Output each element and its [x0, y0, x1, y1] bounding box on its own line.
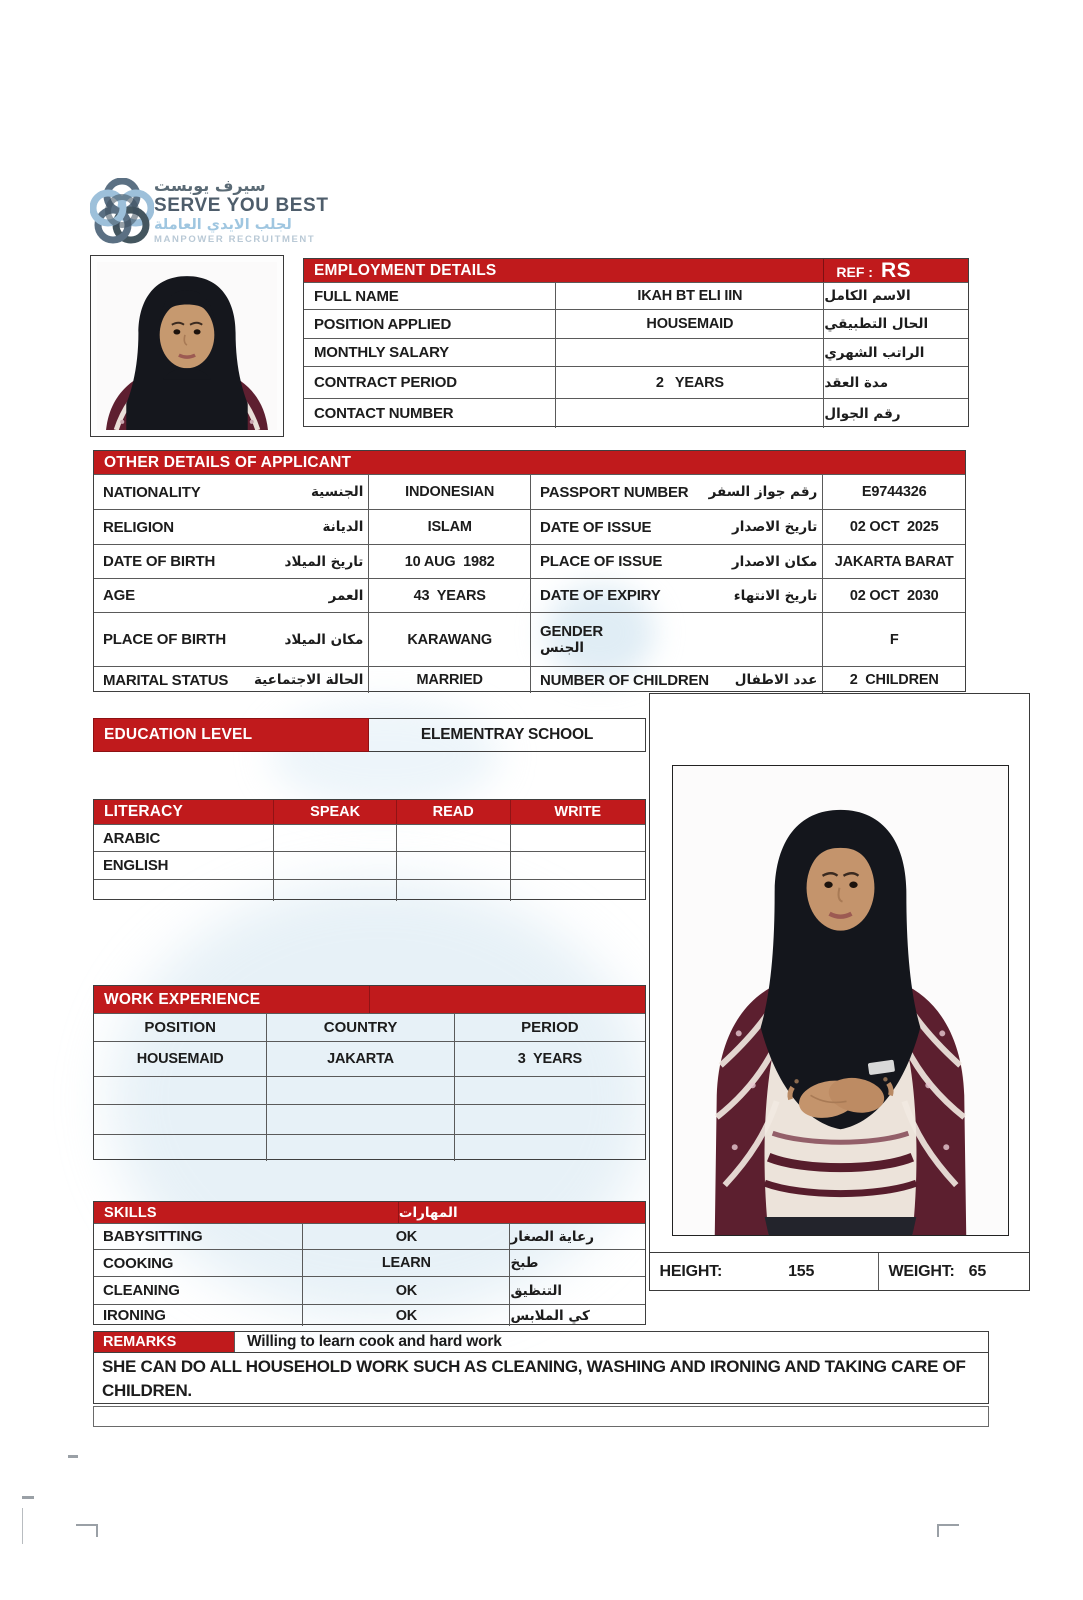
literacy-header: WRITE	[510, 800, 646, 824]
measurements-row	[649, 1252, 1030, 1291]
skills-title-arabic: المهارات	[398, 1202, 645, 1223]
skill-arabic: رعاية الصغار	[509, 1224, 645, 1249]
employment-row-label: FULL NAME	[314, 287, 399, 305]
skill-value: OK	[302, 1224, 509, 1249]
applicant-photo-small	[90, 255, 284, 437]
detail-label: DATE OF EXPIRY	[540, 587, 661, 604]
height-value: 155	[788, 1262, 815, 1280]
remarks-header-row	[93, 1331, 989, 1353]
remarks-headline: Willing to learn cook and hard work	[234, 1332, 988, 1352]
literacy-language: ARABIC	[103, 829, 161, 847]
detail-arabic: تاريخ الاصدار	[732, 519, 818, 535]
literacy-header: LITERACY	[104, 803, 184, 820]
detail-label: MARITAL STATUS	[103, 671, 229, 689]
literacy-read	[396, 825, 510, 851]
detail-value: 02 OCT 2025	[822, 510, 965, 544]
employment-row-label: CONTRACT PERIOD	[314, 374, 457, 391]
detail-value: JAKARTA BARAT	[822, 545, 965, 578]
skill-arabic: كي الملابس	[509, 1305, 645, 1326]
employment-row-value: 2 YEARS	[555, 367, 823, 398]
work-country	[266, 1105, 453, 1134]
detail-arabic: الحالة الاجتماعية	[253, 672, 364, 688]
employment-row-arabic: الاسم الكامل	[823, 283, 968, 309]
skills-title: SKILLS	[104, 1204, 157, 1221]
employment-row-label: MONTHLY SALARY	[314, 344, 449, 361]
education-level-label: EDUCATION LEVEL	[93, 718, 369, 752]
detail-value: ISLAM	[368, 510, 530, 544]
employment-row-arabic: رقم الجوال	[823, 399, 968, 428]
agency-logo	[90, 176, 400, 254]
scan-mark-dash	[22, 1496, 34, 1499]
work-period: 3 YEARS	[454, 1042, 645, 1076]
skill-value: OK	[302, 1305, 509, 1326]
work-header: COUNTRY	[266, 1014, 453, 1041]
detail-arabic: مكان الميلاد	[284, 631, 364, 648]
scan-mark-dash	[68, 1455, 78, 1458]
employment-details-table	[303, 258, 969, 427]
applicant-photo-large	[672, 765, 1009, 1236]
detail-arabic: رقم جواز السفر	[708, 484, 818, 500]
skill-label: COOKING	[103, 1254, 174, 1272]
literacy-write	[510, 852, 646, 879]
literacy-header: READ	[396, 800, 510, 824]
detail-value: KARAWANG	[368, 613, 530, 666]
detail-value: 02 OCT 2030	[822, 579, 965, 612]
employment-row-value	[555, 339, 823, 366]
work-position	[94, 1105, 266, 1134]
skills-table	[93, 1201, 646, 1325]
skill-label: IRONING	[103, 1307, 166, 1324]
skill-value: LEARN	[302, 1250, 509, 1276]
weight-label: WEIGHT:	[888, 1262, 955, 1280]
detail-value: E9744326	[822, 475, 965, 509]
logo-arabic-subtitle: لجلب الايدي العاملة	[154, 217, 292, 233]
employment-row-value	[555, 399, 823, 428]
work-header: PERIOD	[454, 1014, 645, 1041]
detail-label: PLACE OF ISSUE	[540, 553, 663, 570]
ref-value: RS	[880, 259, 912, 282]
detail-value: 2 CHILDREN	[822, 667, 965, 693]
literacy-language: ENGLISH	[103, 857, 169, 874]
detail-arabic: الديانة	[322, 519, 364, 535]
employment-row-value: IKAH BT ELI IIN	[555, 283, 823, 309]
work-position: HOUSEMAID	[136, 1051, 224, 1067]
literacy-table	[93, 799, 646, 900]
other-details-title: OTHER DETAILS OF APPLICANT	[104, 453, 352, 471]
detail-label: NUMBER OF CHILDREN	[540, 671, 709, 689]
height-label: HEIGHT:	[659, 1262, 723, 1280]
literacy-speak	[273, 880, 396, 901]
employment-row-arabic: مدة العقد	[823, 367, 968, 398]
literacy-header: SPEAK	[273, 800, 396, 824]
weight-value: 65	[968, 1262, 987, 1280]
work-experience-title: WORK EXPERIENCE	[104, 990, 261, 1008]
literacy-read	[396, 880, 510, 901]
work-position	[94, 1135, 266, 1161]
detail-arabic: الجنسية	[311, 484, 364, 500]
skill-arabic: التنظيق	[509, 1277, 645, 1304]
detail-arabic: العمر	[328, 587, 364, 604]
logo-subtitle: MANPOWER RECRUITMENT	[154, 234, 316, 245]
education-level-value: ELEMENTRAY SCHOOL	[369, 718, 646, 752]
work-period	[454, 1077, 645, 1104]
work-period	[454, 1135, 645, 1161]
detail-label: DATE OF BIRTH	[103, 553, 216, 570]
literacy-language	[94, 880, 273, 901]
detail-label: PASSPORT NUMBER	[540, 483, 689, 501]
work-country	[266, 1135, 453, 1161]
remarks-body: SHE CAN DO ALL HOUSEHOLD WORK SUCH AS CLEANING, WASHING AND IRONING AND TAKING CARE OF CHILDREN.	[93, 1353, 989, 1404]
detail-arabic: مكان الاصدار	[731, 553, 818, 570]
literacy-write	[510, 825, 646, 851]
detail-label: PLACE OF BIRTH	[103, 631, 227, 648]
employment-row-arabic: الحال التطبيقي	[823, 310, 968, 338]
skill-label: BABYSITTING	[103, 1228, 203, 1245]
work-country: JAKARTA	[266, 1042, 453, 1076]
agency-logo-knot-icon	[90, 178, 154, 246]
skill-arabic: طبخ	[509, 1250, 645, 1276]
skill-value: OK	[302, 1277, 509, 1304]
employment-row-label: CONTACT NUMBER	[314, 405, 454, 422]
detail-arabic: الجنس	[540, 640, 585, 656]
work-period	[454, 1105, 645, 1134]
skill-label: CLEANING	[103, 1282, 180, 1299]
detail-value: F	[822, 613, 965, 666]
detail-value: 10 AUG 1982	[368, 545, 530, 578]
detail-label: DATE OF ISSUE	[540, 518, 652, 536]
detail-arabic: تاريخ الميلاد	[284, 553, 364, 570]
employment-row-label: POSITION APPLIED	[314, 315, 452, 333]
detail-arabic: تاريخ الانتهاء	[733, 587, 818, 604]
literacy-read	[396, 852, 510, 879]
logo-title: SERVE YOU BEST	[154, 195, 329, 216]
ref-label: REF :	[836, 264, 873, 280]
work-country	[266, 1077, 453, 1104]
work-position	[94, 1077, 266, 1104]
detail-value: 43 YEARS	[368, 579, 530, 612]
other-details-table	[93, 450, 966, 692]
detail-value: INDONESIAN	[368, 475, 530, 509]
detail-label: RELIGION	[103, 518, 174, 536]
literacy-write	[510, 880, 646, 901]
work-header: POSITION	[144, 1019, 217, 1036]
literacy-speak	[273, 852, 396, 879]
logo-arabic-title: سيرف يوبست	[154, 176, 266, 195]
scan-mark-line	[22, 1508, 23, 1544]
education-level-row	[93, 718, 646, 752]
detail-value: MARRIED	[368, 667, 530, 693]
watermark-blob-mid	[270, 700, 500, 810]
employment-details-title: EMPLOYMENT DETAILS	[314, 261, 497, 279]
remarks-empty-strip	[93, 1406, 989, 1427]
work-experience-table	[93, 985, 646, 1160]
detail-label: GENDER	[540, 623, 603, 640]
photo-panel	[649, 693, 1030, 1290]
remarks-label: REMARKS	[94, 1332, 234, 1352]
literacy-speak	[273, 825, 396, 851]
employment-row-value: HOUSEMAID	[555, 310, 823, 338]
detail-arabic: عدد الاطفال	[734, 672, 818, 688]
detail-label: AGE	[103, 587, 135, 604]
detail-label: NATIONALITY	[103, 483, 201, 501]
employment-row-arabic: الراتب الشهري	[823, 339, 968, 366]
